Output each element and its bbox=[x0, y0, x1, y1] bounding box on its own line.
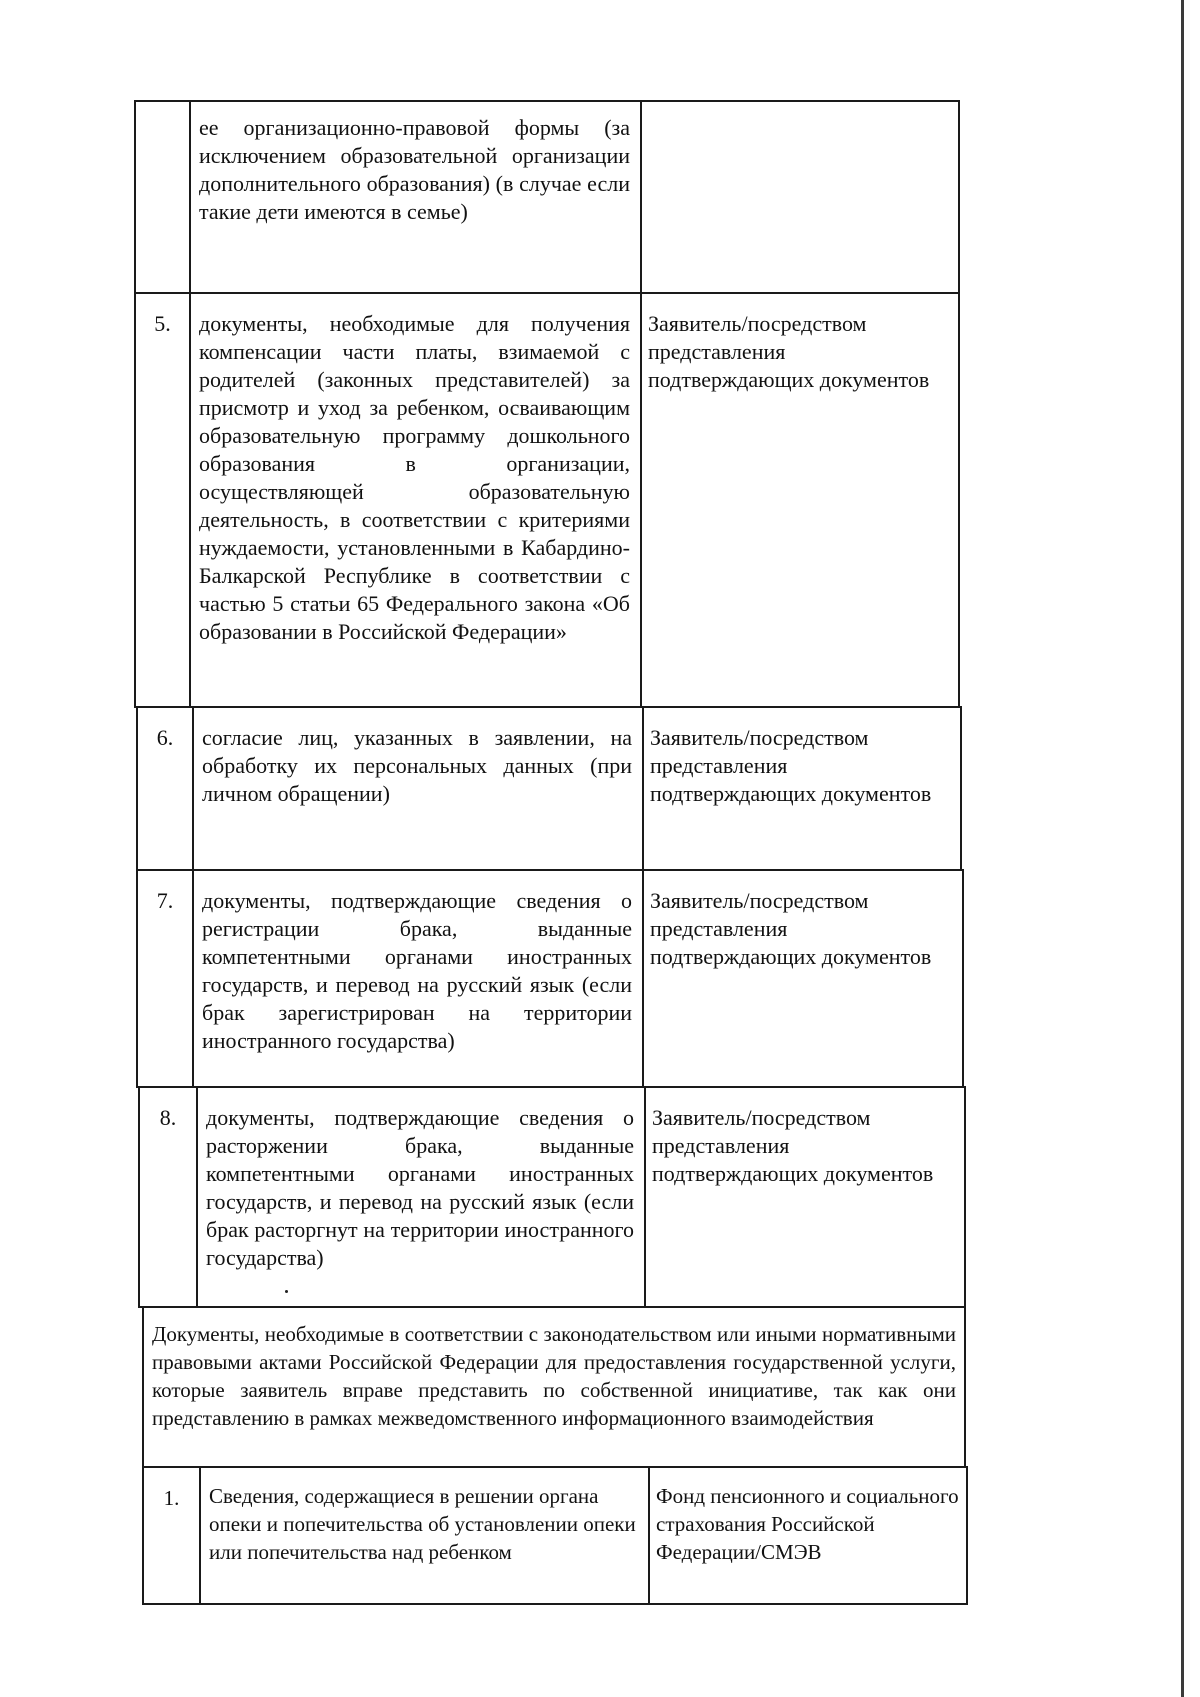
description-text: согласие лиц, указанных в заявлении, на обработку их персональных данных (при личном обращении) bbox=[202, 725, 632, 806]
section-header bbox=[142, 1306, 966, 1468]
source-text: Заявитель/посредством представления подтверждающих документов bbox=[652, 1105, 934, 1186]
source-text: Фонд пенсионного и социального страхования Российской Федерации/СМЭВ bbox=[656, 1484, 959, 1564]
row-number: 1. bbox=[163, 1486, 180, 1510]
description-text: документы, необходимые для получения компенсации части платы, взимаемой с родителей (законных представителей) за присмотр и уход за ребенком, осваивающим образовательную программу дошкольного образования в организации, осуществляющей образовательную деятельность, в соответствии с критериями нуждаемости, установленными в Кабардино-Балкарской Республике в соответствии с частью 5 статьи 65 Федерального закона «Об образовании в Российской Федерации» bbox=[199, 311, 630, 644]
row-cont-source bbox=[640, 100, 960, 294]
interagency-row-1-num-cell bbox=[142, 1466, 201, 1605]
row-6-description bbox=[192, 706, 644, 871]
row-7-num-cell bbox=[136, 869, 194, 1088]
row-8-source bbox=[644, 1086, 966, 1308]
row-7-source bbox=[642, 869, 964, 1088]
row-5-num-cell bbox=[134, 292, 191, 708]
row-8-description bbox=[196, 1086, 646, 1308]
row-number: 6. bbox=[156, 725, 174, 750]
source-text: Заявитель/посредством представления подтверждающих документов bbox=[650, 725, 932, 806]
description-text: документы, подтверждающие сведения о расторжении брака, выданные компетентными органами иностранных государств, и перевод на русский язык (если брак расторгнут на территории иностранного государства) bbox=[206, 1105, 634, 1270]
description-text: документы, подтверждающие сведения о регистрации брака, выданные компетентными органами иностранных государств, и перевод на русский язык (если брак зарегистрирован на территории иностранного государства) bbox=[202, 888, 632, 1053]
row-7-description bbox=[192, 869, 644, 1088]
row-cont-description bbox=[189, 100, 642, 294]
scan-speck bbox=[285, 1290, 288, 1293]
description-text: Сведения, содержащиеся в решении органа опеки и попечительства об установлении опеки или попечительства над ребенком bbox=[209, 1484, 636, 1564]
row-number: 7. bbox=[156, 888, 174, 913]
source-text: Заявитель/посредством представления подтверждающих документов bbox=[650, 888, 932, 969]
row-cont-num-cell bbox=[134, 100, 191, 294]
section-header-text: Документы, необходимые в соответствии с законодательством или иными нормативными правовыми актами Российской Федерации для предоставления государственной услуги, которые заявитель вправе представить по собственной инициативе, так как они представлению в рамках межведомственного информационного взаимодействия bbox=[152, 1322, 956, 1430]
row-5-description bbox=[189, 292, 642, 708]
row-8-num-cell bbox=[138, 1086, 198, 1308]
source-text: Заявитель/посредством представления подтверждающих документов bbox=[648, 311, 930, 392]
interagency-row-1-description bbox=[199, 1466, 650, 1605]
row-number: 5. bbox=[154, 311, 171, 336]
interagency-row-1-source bbox=[648, 1466, 968, 1605]
row-6-source bbox=[642, 706, 962, 871]
row-5-source bbox=[640, 292, 960, 708]
description-text: ее организационно-правовой формы (за исключением образовательной организации дополнительного образования) (в случае если такие дети имеются в семье) bbox=[199, 115, 630, 224]
row-6-num-cell bbox=[136, 706, 194, 871]
row-number: 8. bbox=[159, 1105, 177, 1130]
